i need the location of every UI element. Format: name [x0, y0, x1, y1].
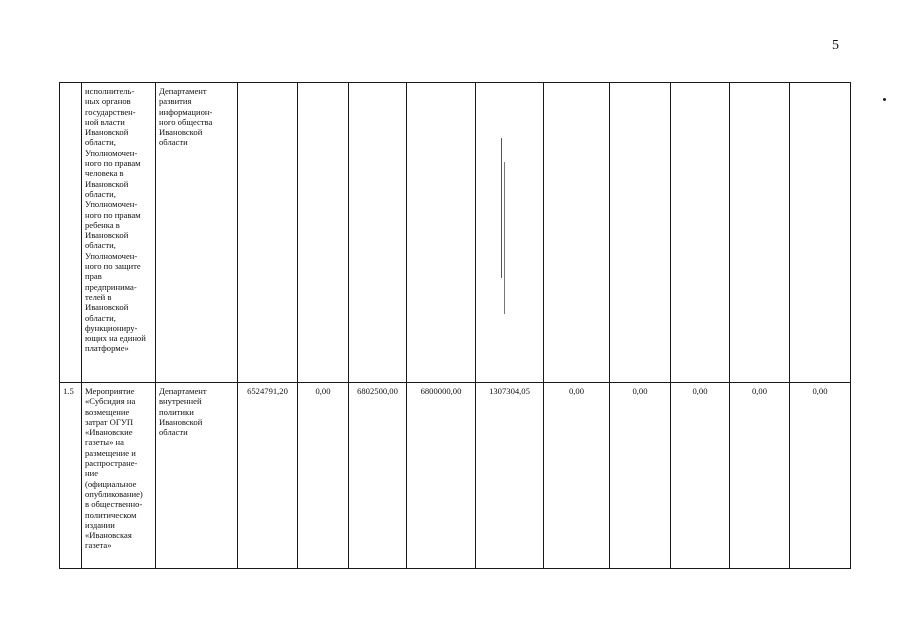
executor-cell: Департамент развития информацион- ного общества Ивановской области — [156, 83, 238, 383]
value-cell: 0,00 — [730, 383, 790, 569]
value-cell: 0,00 — [790, 383, 851, 569]
value-cell: 0,00 — [610, 383, 671, 569]
value-cell — [476, 83, 544, 383]
scan-artifact-line — [504, 162, 505, 314]
value-cell — [610, 83, 671, 383]
table-row — [60, 83, 851, 383]
value-cell — [544, 83, 610, 383]
budget-table — [59, 82, 851, 569]
table-row — [60, 383, 851, 569]
value-cell: 6524791,20 — [238, 383, 298, 569]
value-cell — [671, 83, 730, 383]
value-cell — [407, 83, 476, 383]
margin-dot — [883, 98, 886, 101]
row-index-cell — [60, 83, 82, 383]
value-cell — [349, 83, 407, 383]
value-cell: 0,00 — [298, 383, 349, 569]
page-number: 5 — [832, 38, 840, 53]
executor-cell: Департамент внутренней политики Ивановской области — [156, 383, 238, 569]
value-cell: 0,00 — [544, 383, 610, 569]
scan-artifact-line — [501, 138, 502, 278]
value-cell — [730, 83, 790, 383]
value-cell — [790, 83, 851, 383]
measure-name-cell: исполнитель- ных органов государствен- ной власти Ивановской области, Уполномочен- ного по правам человека в Ивановской области, Уполномочен- ного по правам ребенка в Ивановской области, Уполномочен- ного по защите прав предпринима- телей в Ивановской области, функциониру- ющих на единой платформе» — [82, 83, 156, 383]
value-cell: 0,00 — [671, 383, 730, 569]
row-index-cell: 1.5 — [60, 383, 82, 569]
value-cell: 6800000,00 — [407, 383, 476, 569]
value-cell: 1307304,05 — [476, 383, 544, 569]
value-cell: 6802500,00 — [349, 383, 407, 569]
measure-name-cell: Мероприятие «Субсидия на возмещение затрат ОГУП «Ивановские газеты» на размещение и распростране- ние (официальное опубликование) в общественно- политическом издании «Ивановская газета» — [82, 383, 156, 569]
value-cell — [238, 83, 298, 383]
value-cell — [298, 83, 349, 383]
